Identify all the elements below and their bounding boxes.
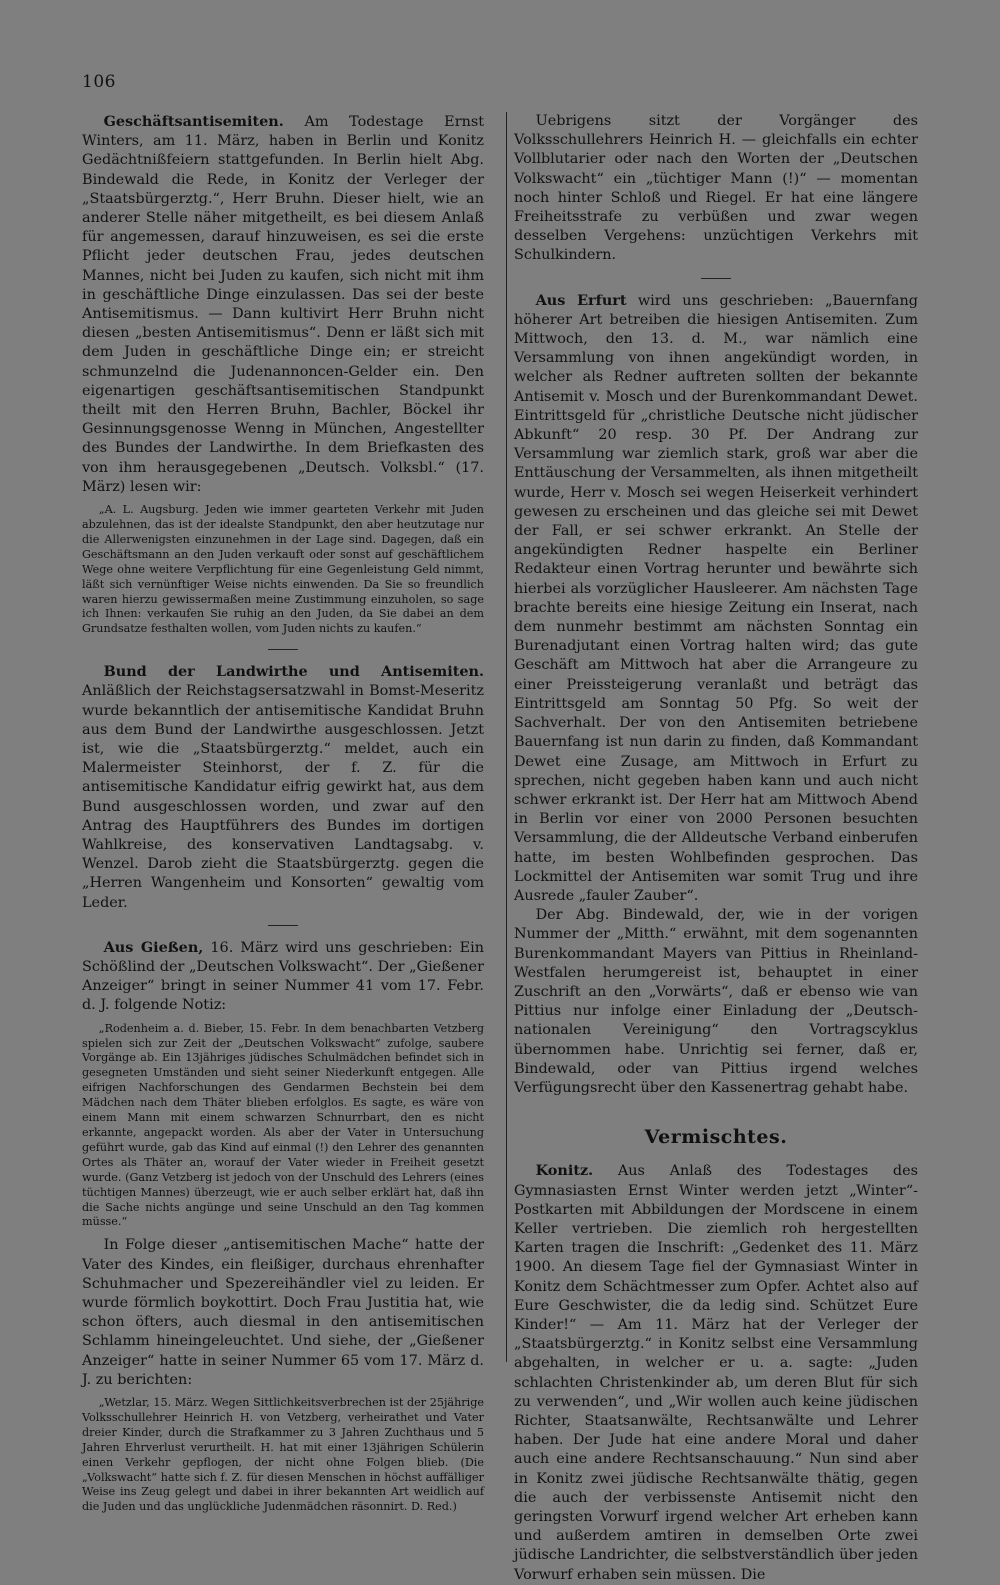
right-column-content <box>514 112 919 1583</box>
section-title: Vermischtes. <box>644 1126 788 1149</box>
article-body: Am Todestage Ernst Winters, am 11. März, haben in Berlin und Konitz Gedächtnißfeiern stattgefunden. In Berlin hielt Abg. Bindewald die Rede, in Konitz der Verleger der „Staatsbürgerztg.“, Herr Bruhn. Dieser hielt, wie an anderer Stelle näher mitgetheilt, es bei diesem Anlaß für angemessen, darauf hinzuweisen, es sei die erste Pflicht jeder deutschen Frau, jedes deutschen Mannes, nicht bei Juden zu kaufen, sich nicht mit ihm in geschäftliche Dinge einzulassen. Das sei der beste Antisemitismus. — Dann kultivirt Herr Bruhn nicht diesen „besten Antisemitismus“. Denn er läßt sich mit dem Juden in geschäftliche Dinge ein; er streicht schmunzelnd die Judenannoncen-Gelder ein. Den eigenartigen geschäftsantisemitischen Standpunkt theilt mit den Herren Bruhn, Bachler, Böckel ihr Gesinnungsgenosse Wenng in München, Angestellter des Bundes der Landwirthe. In dem Briefkasten des von ihm herausgegebenen „Deutsch. Volksbl.“ (17. März) lesen wir: <box>82 114 485 495</box>
article-headline: Konitz. <box>535 1162 594 1180</box>
page-number: 106 <box>82 72 116 92</box>
quoted-report: „Wetzlar, 15. März. Wegen Sittlichkeitsverbrechen ist der 25jährige Volksschullehrer Heinrich H. von Vetzberg, verheirathet und Vater dreier Kinder, durch die Strafkammer zu 3 Jahren Zuchthaus und 5 Jahren Ehrverlust verurtheilt. H. hat mit einer 13jährigen Schülerin einen Verkehr gepflogen, der nicht ohne Folgen blieb. (Die „Volkswacht“ hatte sich f. Z. für diesen Menschen in höchst auffälliger Weise ins Zeug gelegt und dabei in ihrer bekannten Art weidlich auf die Juden und das unglückliche Judenmädchen räsonnirt. D. Red.) <box>82 1395 484 1514</box>
article-body: Aus Anlaß des Todestages des Gymnasiasten Ernst Winter werden jetzt „Winter“-Postkarten mit Abbildungen der Mordscene in einem Keller vertrieben. Die ziemlich roh hergestellten Karten tragen die Inschrift: „Gedenket des 11. März 1900. An diesem Tage fiel der Gymnasiast Winter in Konitz dem Schächtmesser zum Opfer. Achtet also auf Eure Geschwister, die da ledig sind. Schützet Eure Kinder!“ — Am 11. März hat der Verleger der „Staatsbürgerztg.“ in Konitz selbst eine Versammlung abgehalten, in welcher er u. a. sagte: „Juden schlachten Christenkinder ab, um deren Blut für sich zu verwenden“, und „Wir wollen auch keine jüdischen Richter, Staatsanwälte, Rechtsanwälte und Lehrer haben. Der Jude hat eine andere Moral und daher auch eine andere Rechtsanschauung.“ Nun sind aber in Konitz zwei jüdische Rechtsanwälte thätig, gegen die auch der verbissenste Antisemit nicht den geringsten Vorwurf irgend welcher Art erheben kann und außerdem amtiren in demselben Orte zwei jüdische Landrichter, die selbstverständlich über jeden Vorwurf erhaben sein müssen. Die <box>514 1163 919 1583</box>
column-rule <box>506 112 507 1362</box>
article-body: 16. März wird uns geschrieben: Ein Schößlind der „Deutschen Volkswacht“. Der „Gießener Anzeiger“ bringt in seiner Nummer 41 vom 17. Febr. d. J. folgende Notiz: <box>82 939 484 1014</box>
left-column <box>82 112 485 1514</box>
article-body: Anläßlich der Reichstagsersatzwahl in Bomst-Meseritz wurde bekanntlich der antisemitische Kandidat Bruhn aus dem Bund der Landwirthe ausgeschlossen. Jetzt ist, wie die „Staatsbürgerztg.“ meldet, auch ein Malermeister Steinhorst, der f. Z. für die antisemitische Kandidatur eifrig gewirkt hat, aus dem Bund ausgeschlossen worden, und zwar auf den Antrag des Hauptführers des Bundes im dortigen Wahlkreise, des konservativen Landtagsabg. v. Wenzel. Darob zieht die Staatsbürgerztg. gegen die „Herren Wangenheim und Konsorten“ gewaltig vom Leder. <box>82 683 484 911</box>
section-divider <box>701 278 731 279</box>
quoted-notice: „Rodenheim a. d. Bieber, 15. Febr. In dem benachbarten Vetzberg spielen sich zur Zeit der „Deutschen Volkswacht“ zufolge, saubere Vorgänge ab. Ein 13jähriges jüdisches Schulmädchen befindet sich in gesegneten Umständen und sieht seiner Niederkunft entgegen. Alle eifrigen Nachforschungen des Gendarmen Bechstein bei dem Mädchen nach dem Thäter blieben erfolglos. Es sagte, es wäre von einem Mann mit einem schwarzen Schnurrbart, den es nicht erkannte, angepackt worden. Als aber der Vater in Untersuchung geführt wurde, gab das Kind auf einmal (!) den Lehrer des genannten Ortes als Thäter an, worauf der Vater wieder in Freiheit gesetzt wurde. (Ganz Vetzberg ist jedoch von der Unschuld des Lehrers (eines tüchtigen Mannes) überzeugt, wie er auch selber erklärt hat, daß ihn die Sache nichts angünge und seine Unschuld an den Tag kommen müsse.“ <box>82 1021 484 1229</box>
article-aus-giessen <box>82 938 484 1016</box>
article-geschaeftsantisemiten <box>82 112 484 497</box>
article-paragraph: In Folge dieser „antisemitischen Mache“ hatte der Vater des Kindes, ein fleißiger, durchaus ehrenhafter Schuhmacher und Spezereihändler viel zu leiden. Er wurde förmlich boykottirt. Doch Frau Justitia hat, wie schon öfters, auch diesmal in den antisemitischen Schlamm hineingeleuchtet. Und siehe, der „Gießener Anzeiger“ hatte in seiner Nummer 65 vom 17. März d. J. zu berichten: <box>82 1237 484 1388</box>
quoted-letter: „A. L. Augsburg. Jeden wie immer gearteten Verkehr mit Juden abzulehnen, das ist der idealste Standpunkt, den aber heutzutage nur die Allerwenigsten einzunehmen in der Lage sind. Dagegen, daß ein Geschäftsmann an den Juden verkauft oder sonst auf geschäftlichem Wege ohne weitere Verpflichtung für eine Gegenleistung Geld nimmt, läßt sich vernünftiger Weise nichts einwenden. Da Sie so freundlich waren hierzu gewissermaßen meine Zustimmung einzuholen, so sage ich Ihnen: verkaufen Sie ruhig an den Juden, da Sie dabei an dem Grundsatze festhalten wollen, vom Juden nichts zu kaufen.“ <box>82 503 484 636</box>
article-headline: Aus Erfurt <box>535 291 627 309</box>
article-aus-erfurt <box>514 291 918 907</box>
article-bund-der-landwirthe <box>82 662 484 913</box>
section-divider <box>268 925 298 926</box>
article-headline: Aus Gießen, <box>103 938 204 956</box>
article-paragraph: Der Abg. Bindewald, der, wie in der vorigen Nummer der „Mitth.“ erwähnt, mit dem sogenannten Burenkommandant Mayers van Pittius in Rheinland-Westfalen herumgereist ist, behauptet in einer Zuschrift an den „Vorwärts“, daß er ebenso wie van Pittius nur infolge einer Einladung der „Deutsch-nationalen Vereinigung“ den Vortragscyklus übernommen habe. Unrichtig sei ferner, daß er, Bindewald, oder van Pittius irgend welches Verfügungsrecht über den Kassenertrag gehabt habe. <box>514 907 918 1096</box>
article-body: wird uns geschrieben: „Bauernfang höherer Art betreiben die hiesigen Antisemiten. Zum Mittwoch, den 13. d. M., war nämlich eine Versammlung von ihnen angekündigt worden, in welcher als Redner auftreten sollten der bekannte Antisemit v. Mosch und der Burenkommandant Dewet. Eintrittsgeld für „christliche Deutsche nicht jüdischer Abkunft“ 20 resp. 30 Pf. Der Andrang zur Versammlung war ziemlich stark, groß war aber die Enttäuschung der Versammelten, als ihnen mitgetheilt wurde, Herr v. Mosch sei wegen Heiserkeit verhindert gewesen zu erscheinen und das gleiche sei mit Dewet der Fall, er sei schwer erkrankt. An Stelle der angekündigten Redner haspelte ein Berliner Redakteur einen Vortrag herunter und bewährte sich hierbei als vorzüglicher Hausleerer. Am nächsten Tage brachte bereits eine hiesige Zeitung ein Inserat, nach dem nunmehr bestimmt am nächsten Sonntag ein Burenadjutant einen Vortrag halten wird; das gute Geschäft am Mittwoch hat aber die Arrangeure zu einer Preissteigerung veranlaßt und beträgt das Eintrittsgeld am Sonntag 50 Pfg. So weit der Sachverhalt. Der von den Antisemiten betriebene Bauernfang ist nun darin zu finden, daß Kommandant Dewet eine Zusage, am Mittwoch in Erfurt zu sprechen, nicht gegeben haben kann und auch nicht schwer erkrankt ist. Der Herr hat am Mittwoch Abend in Berlin vor einer von 2000 Personen besuchten Versammlung, die der Alldeutsche Verband einberufen hatte, im besten Wohlbefinden gesprochen. Das Lockmittel der Antisemiten war somit Trug und ihre Ausrede „fauler Zauber“. <box>514 292 918 904</box>
section-divider <box>268 649 298 650</box>
article-headline: Bund der Landwirthe und Antisemiten. <box>103 663 484 681</box>
right-column <box>514 112 919 1583</box>
article-headline: Geschäftsantisemiten. <box>103 113 284 130</box>
article-paragraph: Uebrigens sitzt der Vorgänger des Volksschullehrers Heinrich H. — gleichfalls ein echter Vollblutarier oder nach den Worten der „Deutschen Volkswacht“ ein „tüchtiger Mann (!)“ — momentan noch hinter Schloß und Riegel. Er hat eine längere Freiheitsstrafe zu verbüßen und zwar wegen desselben Vergehens: unzüchtigen Verkehrs mit Schulkindern. <box>514 113 918 264</box>
left-column-content <box>82 112 485 1514</box>
article-konitz <box>514 1161 918 1584</box>
